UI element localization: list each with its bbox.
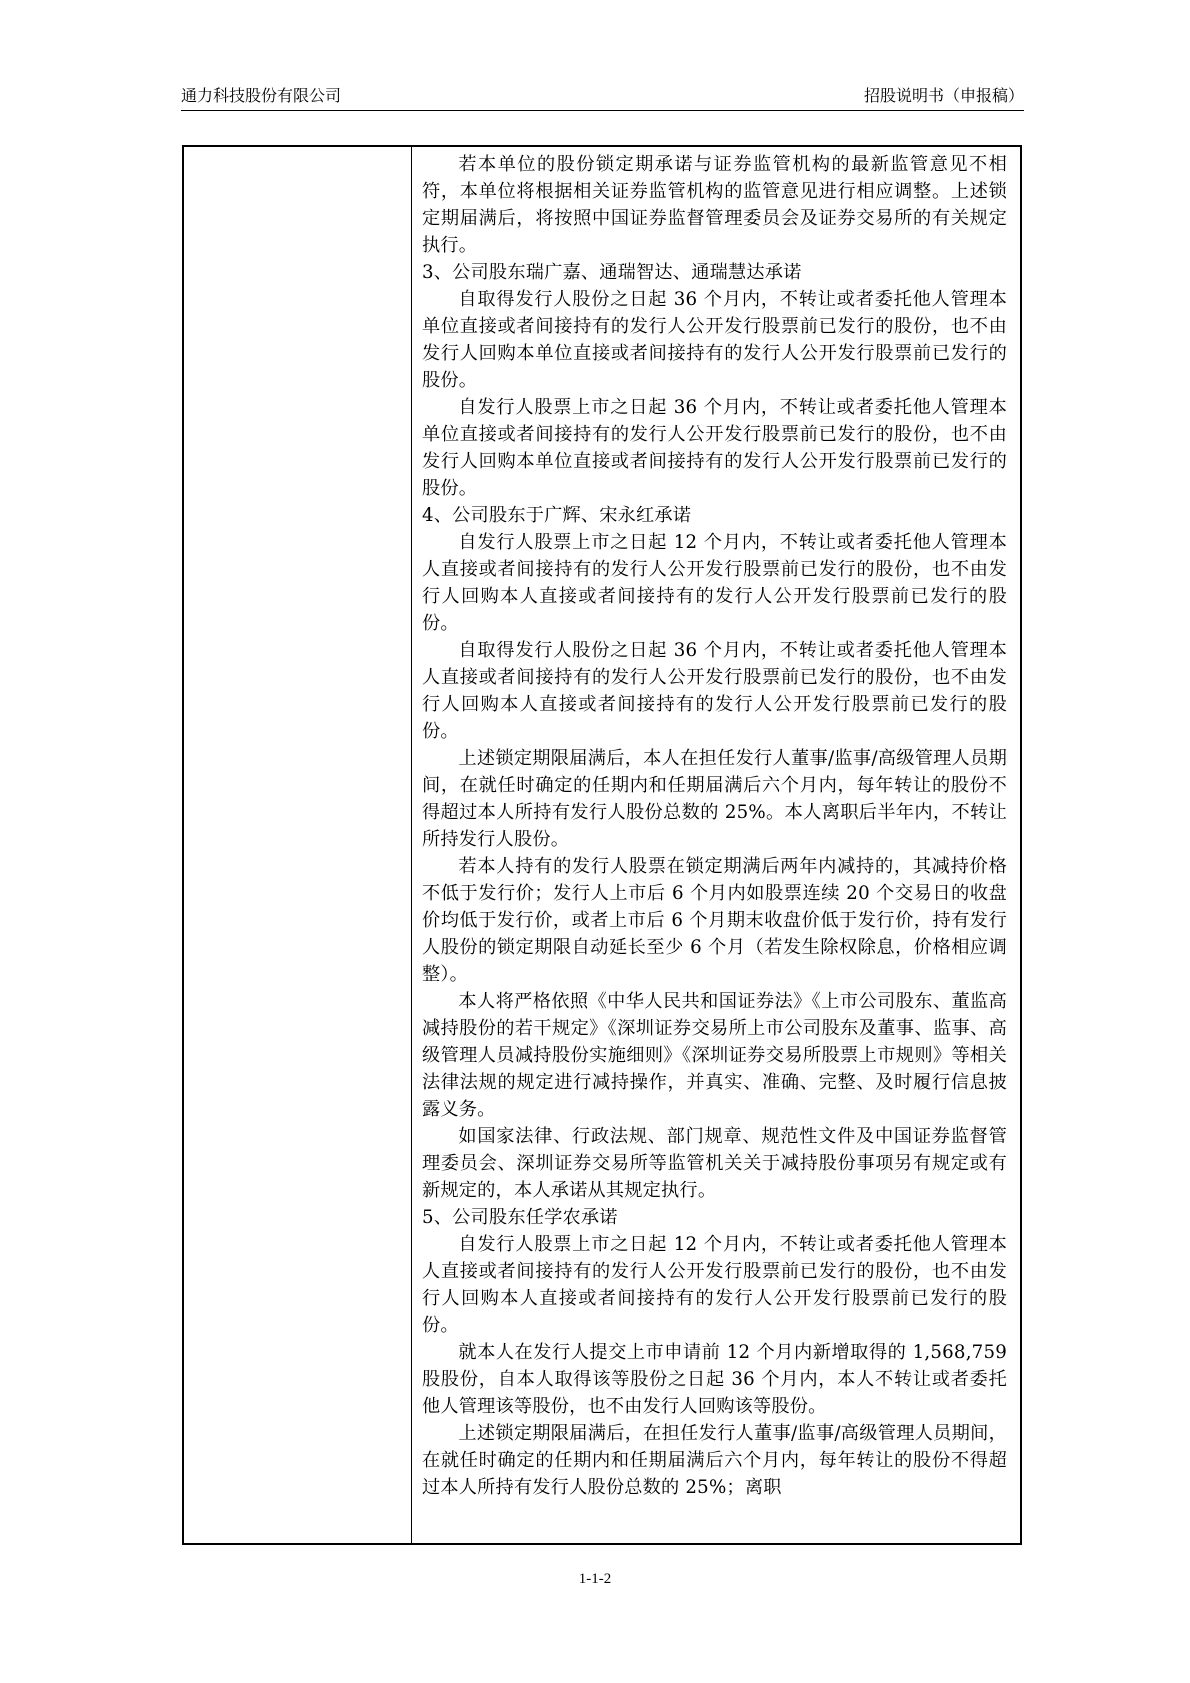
page-number: 1-1-2 xyxy=(578,1571,612,1587)
commitment-paragraph: 自发行人股票上市之日起 12 个月内，不转让或者委托他人管理本人直接或者间接持有的发行人公开发行股票前已发行的股份，也不由发行人回购本人直接或者间接持有的发行人公开发行股票前已发行的股份。 xyxy=(422,532,1007,634)
column-divider xyxy=(411,147,412,1543)
commitment-paragraph: 自取得发行人股份之日起 36 个月内，不转让或者委托他人管理本人直接或者间接持有的发行人公开发行股票前已发行的股份，也不由发行人回购本人直接或者间接持有的发行人公开发行股票前已发行的股份。 xyxy=(422,640,1007,742)
commitment-paragraph: 若本单位的股份锁定期承诺与证券监管机构的最新监管意见不相符，本单位将根据相关证券监管机构的监管意见进行相应调整。上述锁定期届满后，将按照中国证券监督管理委员会及证券交易所的有关规定执行。 xyxy=(422,154,1007,256)
commitment-paragraph: 上述锁定期限届满后，本人在担任发行人董事/监事/高级管理人员期间，在就任时确定的任期内和任期届满后六个月内，每年转让的股份不得超过本人所持有发行人股份总数的 25%。本人离职后半年内，不转让所持发行人股份。 xyxy=(422,748,1007,850)
table-left-cell xyxy=(184,147,411,1543)
commitment-paragraph: 自发行人股票上市之日起 36 个月内，不转让或者委托他人管理本单位直接或者间接持有的发行人公开发行股票前已发行的股份，也不由发行人回购本单位直接或者间接持有的发行人公开发行股票前已发行的股份。 xyxy=(422,397,1007,499)
section-heading: 4、公司股东于广辉、宋永红承诺 xyxy=(422,505,692,526)
document-title: 招股说明书（申报稿） xyxy=(863,86,1024,105)
table-right-cell xyxy=(422,151,1007,1543)
section-heading: 5、公司股东任学农承诺 xyxy=(422,1207,618,1228)
commitment-paragraph: 如国家法律、行政法规、部门规章、规范性文件及中国证券监督管理委员会、深圳证券交易所等监管机关关于减持股份事项另有规定或有新规定的，本人承诺从其规定执行。 xyxy=(422,1126,1007,1201)
commitment-paragraph: 自取得发行人股份之日起 36 个月内，不转让或者委托他人管理本单位直接或者间接持有的发行人公开发行股票前已发行的股份，也不由发行人回购本单位直接或者间接持有的发行人公开发行股票前已发行的股份。 xyxy=(422,289,1007,391)
commitment-paragraph: 本人将严格依照《中华人民共和国证券法》《上市公司股东、董监高减持股份的若干规定》《深圳证券交易所上市公司股东及董事、监事、高级管理人员减持股份实施细则》《深圳证券交易所股票上市规则》等相关法律法规的规定进行减持操作，并真实、准确、完整、及时履行信息披露义务。 xyxy=(422,991,1007,1120)
commitment-paragraph: 若本人持有的发行人股票在锁定期满后两年内减持的，其减持价格不低于发行价；发行人上市后 6 个月内如股票连续 20 个交易日的收盘价均低于发行价，或者上市后 6 个月期末收盘价低于发行价，持有发行人股份的锁定期限自动延长至少 6 个月（若发生除权除息，价格相应调整）。 xyxy=(422,856,1007,985)
section-heading: 3、公司股东瑞广嘉、通瑞智达、通瑞慧达承诺 xyxy=(422,262,802,283)
commitment-table xyxy=(182,145,1022,1545)
company-name: 通力科技股份有限公司 xyxy=(181,86,342,105)
commitment-paragraph: 就本人在发行人提交上市申请前 12 个月内新增取得的 1,568,759 股股份，自本人取得该等股份之日起 36 个月内，本人不转让或者委托他人管理该等股份，也不由发行人回购该等股份。 xyxy=(422,1342,1007,1417)
page-header xyxy=(181,86,1024,111)
commitment-paragraph: 上述锁定期限届满后，在担任发行人董事/监事/高级管理人员期间，在就任时确定的任期内和任期届满后六个月内，每年转让的股份不得超过本人所持有发行人股份总数的 25%；离职 xyxy=(422,1423,1007,1498)
commitment-paragraph: 自发行人股票上市之日起 12 个月内，不转让或者委托他人管理本人直接或者间接持有的发行人公开发行股票前已发行的股份，也不由发行人回购本人直接或者间接持有的发行人公开发行股票前已发行的股份。 xyxy=(422,1234,1007,1336)
